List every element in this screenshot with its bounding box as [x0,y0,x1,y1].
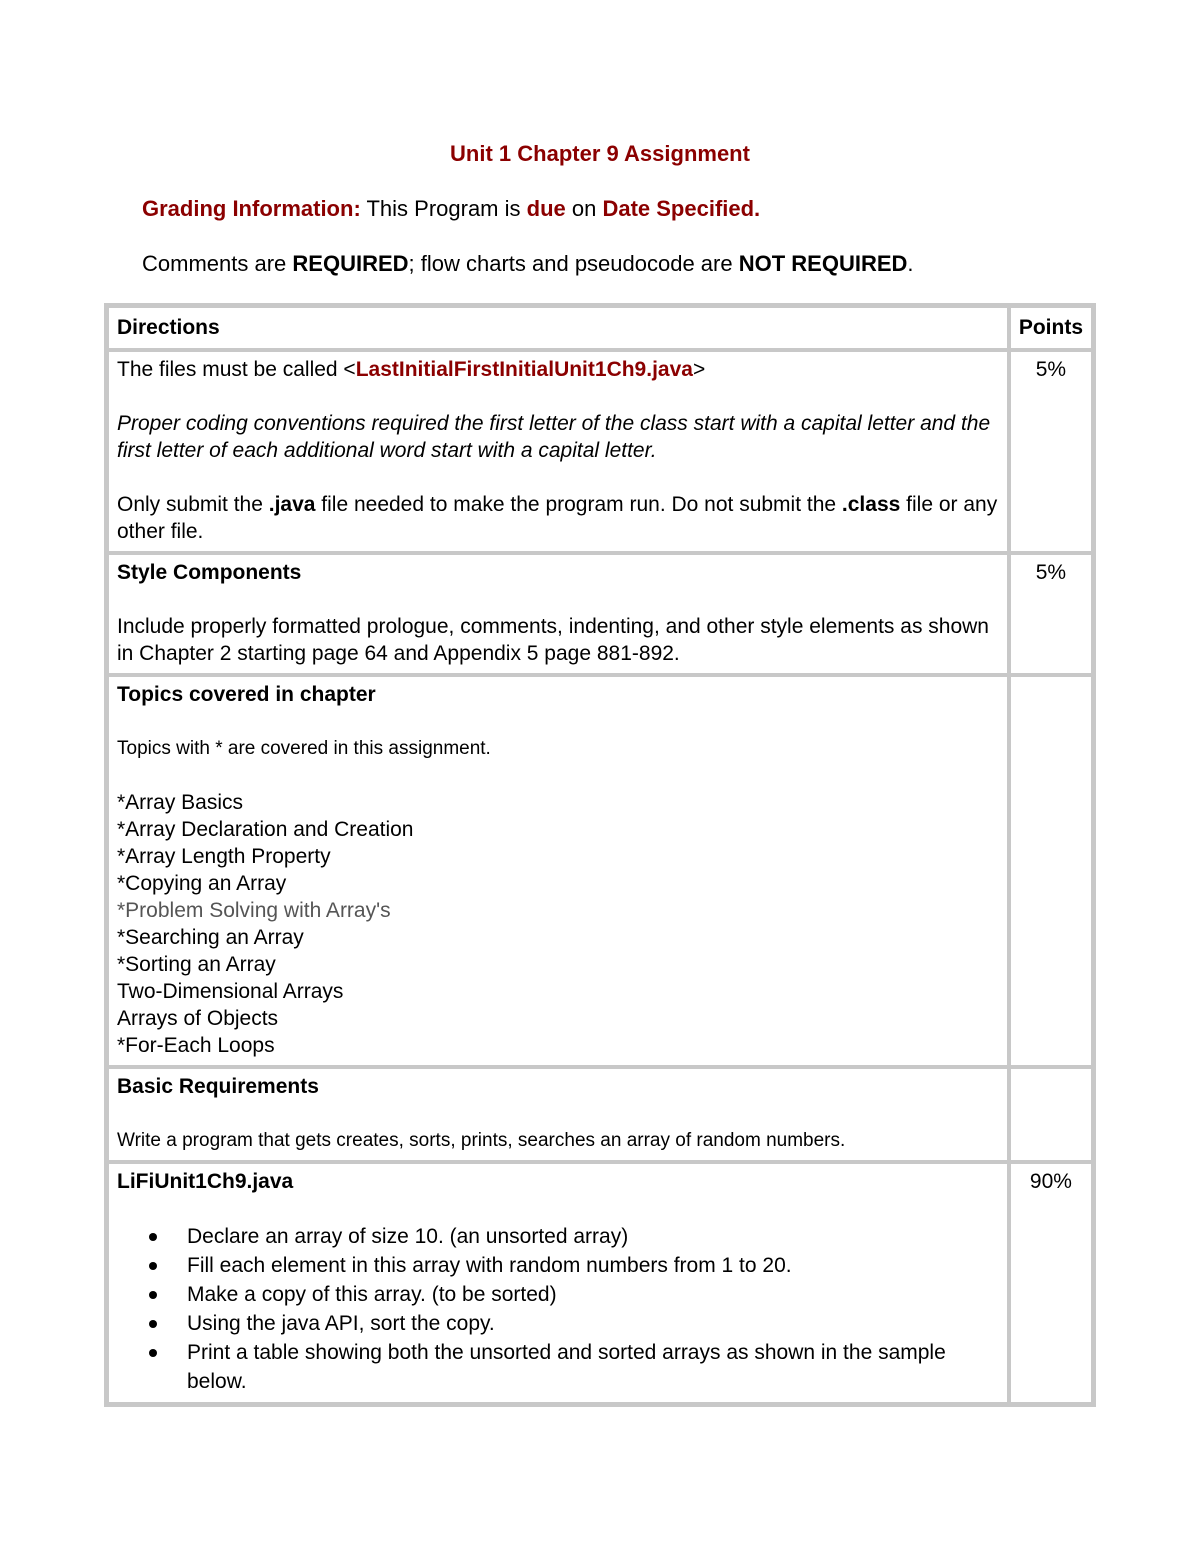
grading-information [142,196,760,222]
style-title: Style Components [117,561,302,584]
comments-text-1: Comments are [142,251,293,276]
table-header-row [107,306,1093,350]
topic-item: *Problem Solving with Array's [117,899,391,922]
program-points: 90% [1009,1162,1093,1404]
files-name-line [117,356,999,383]
topic-item: *Array Declaration and Creation [117,818,414,841]
basic-title: Basic Requirements [117,1075,319,1098]
page-title: Unit 1 Chapter 9 Assignment [450,141,750,166]
comments-text-2: ; flow charts and pseudocode are [408,251,739,276]
files-line-pre: The files must be called < [117,358,356,381]
basic-directions [107,1067,1009,1162]
list-item: Print a table showing both the unsorted and sorted arrays as shown in the sample below. [187,1338,999,1396]
grading-text-1: This Program is [360,196,527,221]
topics-directions [107,675,1009,1067]
comments-not-required: NOT REQUIRED [738,251,908,276]
comments-text-3: . [907,251,914,276]
topic-item: *Searching an Array [117,926,304,949]
grading-text-2: on [565,196,603,221]
table-row-files [107,350,1093,553]
program-directions [107,1162,1009,1404]
style-points: 5% [1009,553,1093,675]
submit-pre: Only submit the [117,493,269,516]
topic-item: *Sorting an Array [117,953,276,976]
list-item: Using the java API, sort the copy. [187,1309,999,1338]
basic-text: Write a program that gets creates, sorts, prints, searches an array of random numbers. [117,1130,846,1151]
topics-title: Topics covered in chapter [117,683,376,706]
submit-post: file or any other file. [117,493,998,543]
grading-due: due [526,196,566,221]
list-item: Make a copy of this array. (to be sorted) [187,1280,999,1309]
topic-item: *Array Basics [117,791,244,814]
program-title: LiFiUnit1Ch9.java [117,1170,294,1193]
program-bullet-list [117,1222,999,1396]
submit-class: .class [841,493,901,516]
table-row-basic [107,1067,1093,1162]
rubric-table [104,303,1096,1407]
comments-required: REQUIRED [292,251,409,276]
submit-java: .java [268,493,316,516]
grading-label: Grading Information: [142,196,361,221]
table-row-program [107,1162,1093,1404]
header-points: Points [1009,306,1093,350]
style-text: Include properly formatted prologue, comments, indenting, and other style elements as shown in Chapter 2 starting page 64 and Appendix 5 page 881-892. [117,615,989,665]
files-convention: Proper coding conventions required the first letter of the class start with a capital letter and the first letter of each additional word start with a capital letter. [117,412,991,462]
files-filename: LastInitialFirstInitialUnit1Ch9.java [355,358,693,381]
topic-item: Arrays of Objects [117,1007,279,1030]
comments-requirement [142,251,914,277]
files-points: 5% [1009,350,1093,553]
table-row-style [107,553,1093,675]
table-row-topics [107,675,1093,1067]
list-item: Declare an array of size 10. (an unsorted array) [187,1222,999,1251]
topic-item: Two-Dimensional Arrays [117,980,344,1003]
files-line-post: > [692,358,706,381]
files-submit [117,491,999,545]
topics-note: Topics with * are covered in this assignment. [117,738,491,759]
topic-item: *For-Each Loops [117,1034,275,1057]
list-item: Fill each element in this array with random numbers from 1 to 20. [187,1251,999,1280]
topic-item: *Copying an Array [117,872,287,895]
topic-item: *Array Length Property [117,845,331,868]
style-directions [107,553,1009,675]
grading-date: Date Specified. [602,196,761,221]
header-directions: Directions [107,306,1009,350]
submit-mid: file needed to make the program run. Do not submit the [315,493,842,516]
files-directions [107,350,1009,553]
topics-points [1009,675,1093,1067]
basic-points [1009,1067,1093,1162]
